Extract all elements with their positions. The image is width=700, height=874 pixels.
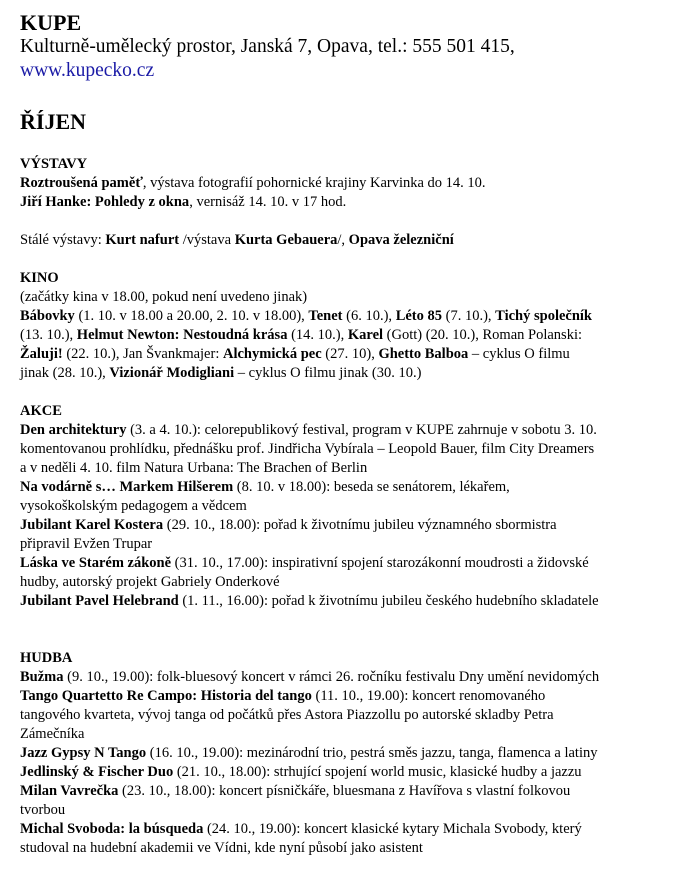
- bold-title: Bábovky: [20, 308, 75, 324]
- section-vystavy: [20, 155, 685, 250]
- detail-text: Stálé výstavy:: [20, 232, 106, 248]
- org-info: Kulturně-umělecký prostor, Janská 7, Opava, tel.: 555 501 415,: [20, 36, 515, 57]
- hudba-lines: [20, 668, 685, 858]
- detail-text: (1. 10. v 18.00 a 20.00, 2. 10. v 18.00),: [74, 308, 309, 324]
- listing-line: [20, 440, 685, 459]
- website-link[interactable]: www.kupecko.cz: [20, 60, 155, 81]
- detail-text: tvorbou: [20, 802, 66, 818]
- listing-line: [20, 839, 685, 858]
- bold-title: Karel: [347, 327, 384, 343]
- section-hudba: [20, 649, 685, 858]
- listing-line: [20, 725, 685, 744]
- vystavy-entries: [20, 174, 685, 212]
- listing-line: [20, 668, 685, 687]
- detail-text: připravil Evžen Trupar: [20, 536, 153, 552]
- section-title-vystavy: VÝSTAVY: [20, 156, 88, 172]
- bold-title: Kurt nafurt: [105, 232, 180, 248]
- detail-text: (7. 10.),: [442, 308, 496, 324]
- listing-line: [20, 364, 685, 383]
- detail-text: (Gott) (20. 10.), Roman Polanski:: [383, 327, 583, 343]
- listing-line: [20, 573, 685, 592]
- listing-line: [20, 174, 685, 193]
- listing-line: [20, 782, 685, 801]
- listing-line: [20, 744, 685, 763]
- listing-line: [20, 687, 685, 706]
- detail-text: /výstava: [179, 232, 235, 248]
- listing-line: [20, 516, 685, 535]
- detail-text: (22. 10.), Jan Švankmajer:: [62, 346, 223, 362]
- listing-line: [20, 535, 685, 554]
- detail-text: Zámečníka: [20, 726, 85, 742]
- bold-title: Tenet: [308, 308, 343, 324]
- detail-text: jinak (28. 10.),: [20, 365, 110, 381]
- listing-line: [20, 554, 685, 573]
- detail-text: (9. 10., 19.00): folk-bluesový koncert v rámci 26. ročníku festivalu Dny umění nevidomých: [63, 669, 600, 685]
- listing-line: [20, 478, 685, 497]
- detail-text: – cyklus O filmu jinak (30. 10.): [234, 365, 422, 381]
- bold-title: Jedlinský & Fischer Duo: [20, 764, 174, 780]
- listing-line: [20, 801, 685, 820]
- detail-text: /,: [337, 232, 349, 248]
- listing-line: [20, 497, 685, 516]
- section-title-akce: AKCE: [20, 403, 62, 419]
- bold-title: Alchymická pec: [222, 346, 322, 362]
- detail-text: (29. 10., 18.00): pořad k životnímu jubileu významného sbormistra: [163, 517, 557, 533]
- detail-text: tangového kvarteta, vývoj tanga od počátků přes Astora Piazzollu po autorské skladby Petra: [20, 707, 554, 723]
- bold-title: Bužma: [20, 669, 64, 685]
- listing-line: [20, 820, 685, 839]
- detail-text: , výstava fotografií pohornické krajiny Karvinka do 14. 10.: [142, 175, 486, 191]
- detail-text: komentovanou prohlídku, přednášku prof. Jindřicha Vybírala – Leopold Bauer, film City Dreamers: [20, 441, 595, 457]
- detail-text: vysokoškolským pedagogem a vědcem: [20, 498, 247, 514]
- month-heading: ŘÍJEN: [20, 109, 87, 134]
- detail-text: (24. 10., 19.00): koncert klasické kytary Michala Svobody, který: [203, 821, 582, 837]
- bold-title: Jazz Gypsy N Tango: [20, 745, 147, 761]
- listing-line: [20, 706, 685, 725]
- bold-title: Helmut Newton: Nestoudná krása: [76, 327, 288, 343]
- bold-title: Den architektury: [20, 422, 127, 438]
- detail-text: (31. 10., 17.00): inspirativní spojení starozákonní moudrosti a židovské: [171, 555, 589, 571]
- listing-line: [20, 193, 685, 212]
- bold-title: Jubilant Karel Kostera: [20, 517, 164, 533]
- bold-title: Léto 85: [395, 308, 442, 324]
- section-akce: [20, 402, 685, 611]
- detail-text: (14. 10.),: [287, 327, 348, 343]
- bold-title: Tango Quartetto Re Campo: Historia del tango: [20, 688, 312, 704]
- detail-text: (21. 10., 18.00): strhující spojení world music, klasické hudby a jazzu: [173, 764, 582, 780]
- detail-text: studoval na hudební akademii ve Vídni, kde nyní působí jako asistent: [20, 840, 423, 856]
- document-page: [20, 10, 685, 858]
- listing-line: [20, 345, 685, 364]
- bold-title: Roztroušená paměť: [20, 175, 143, 191]
- kino-note: (začátky kina v 18.00, pokud není uvedeno jinak): [20, 289, 308, 305]
- bold-title: Milan Vavrečka: [20, 783, 119, 799]
- detail-text: (11. 10., 19.00): koncert renomovaného: [311, 688, 546, 704]
- detail-text: a v neděli 4. 10. film Natura Urbana: The Brachen of Berlin: [20, 460, 368, 476]
- detail-text: (13. 10.),: [20, 327, 77, 343]
- detail-text: hudby, autorský projekt Gabriely Onderkové: [20, 574, 280, 590]
- detail-text: (23. 10., 18.00): koncert písničkáře, bluesmana z Havířova s vlastní folkovou: [118, 783, 571, 799]
- bold-title: Opava železniční: [348, 232, 454, 248]
- detail-text: (3. a 4. 10.): celorepublikový festival, program v KUPE zahrnuje v sobotu 3. 10.: [126, 422, 597, 438]
- bold-title: Láska ve Starém zákoně: [20, 555, 172, 571]
- detail-text: (27. 10),: [321, 346, 379, 362]
- bold-title: Žaluji!: [20, 346, 63, 362]
- bold-title: Michal Svoboda: la búsqueda: [20, 821, 204, 837]
- listing-line: [20, 421, 685, 440]
- bold-title: Kurta Gebauera: [234, 232, 338, 248]
- detail-text: (8. 10. v 18.00): beseda se senátorem, lékařem,: [233, 479, 510, 495]
- bold-title: Jubilant Pavel Helebrand: [20, 593, 179, 609]
- listing-line: [20, 592, 685, 611]
- akce-lines: [20, 421, 685, 611]
- section-kino: [20, 269, 685, 383]
- bold-title: Jiří Hanke: Pohledy z okna: [20, 194, 190, 210]
- bold-title: Ghetto Balboa: [378, 346, 469, 362]
- listing-line: [20, 763, 685, 782]
- detail-text: – cyklus O filmu: [468, 346, 570, 362]
- bold-title: Tichý společník: [495, 308, 592, 324]
- bold-title: Vizionář Modigliani: [109, 365, 235, 381]
- bold-title: Na vodárně s… Markem Hilšerem: [20, 479, 234, 495]
- listing-line: [20, 326, 685, 345]
- detail-text: , vernisáž 14. 10. v 17 hod.: [189, 194, 347, 210]
- section-title-hudba: HUDBA: [20, 650, 73, 666]
- org-name: KUPE: [20, 10, 82, 35]
- listing-line: [20, 307, 685, 326]
- section-title-kino: KINO: [20, 270, 59, 286]
- permanent-exhibitions: [20, 231, 685, 250]
- listing-line: [20, 459, 685, 478]
- detail-text: (1. 11., 16.00): pořad k životnímu jubileu českého hudebního skladatele: [178, 593, 599, 609]
- detail-text: (6. 10.),: [342, 308, 396, 324]
- kino-lines: [20, 307, 685, 383]
- detail-text: (16. 10., 19.00): mezinárodní trio, pestrá směs jazzu, tanga, flamenca a latiny: [146, 745, 598, 761]
